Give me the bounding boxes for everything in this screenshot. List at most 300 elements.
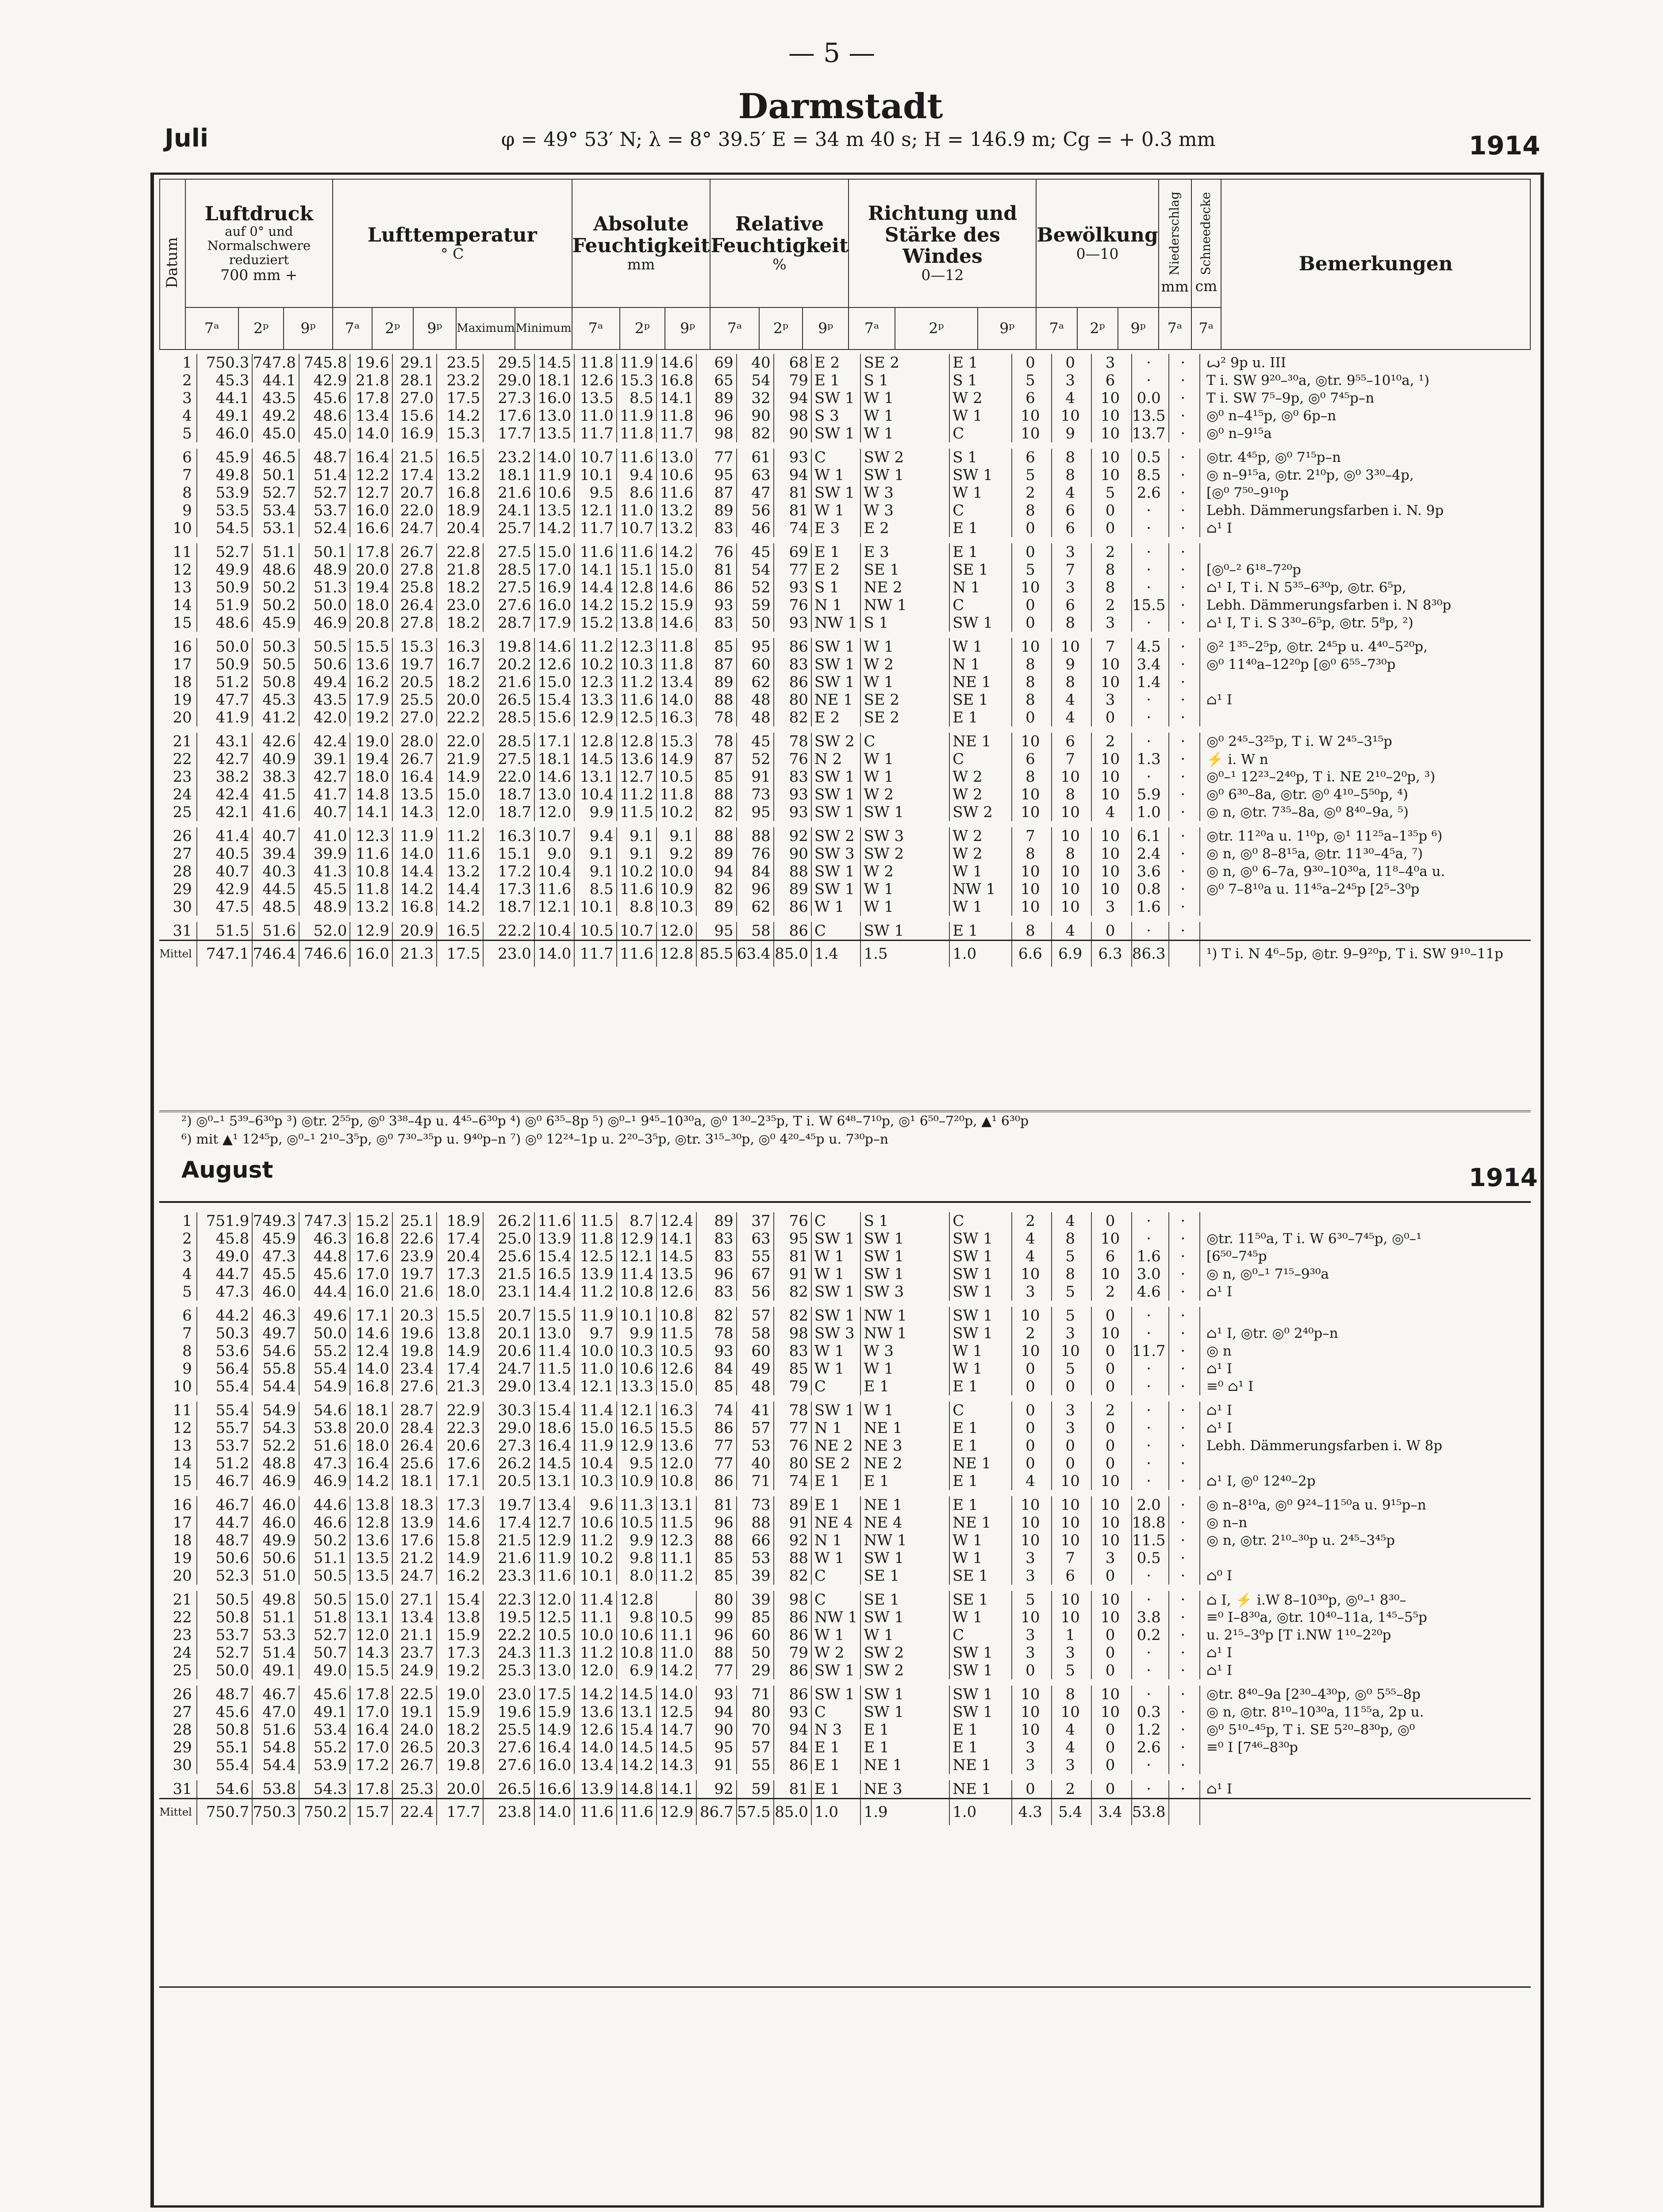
day-cell: 14 (173, 1455, 192, 1472)
value-cell: 21.6 (483, 1549, 534, 1567)
row-spacer (159, 632, 1531, 638)
july-data-table (159, 354, 1531, 967)
value-cell: SW 1 (811, 786, 861, 803)
day-cell: 10 (173, 519, 192, 537)
remark-cell: ⌂¹ I (1200, 1283, 1531, 1301)
value-cell: 45.9 (197, 449, 252, 466)
value-cell: 10.4 (574, 786, 616, 803)
value-cell: 60 (737, 1626, 774, 1644)
value-cell: 63.4 (737, 941, 774, 967)
table-row (159, 768, 1531, 786)
value-cell: SW 1 (860, 803, 949, 821)
value-cell: 45.9 (252, 1230, 299, 1248)
value-cell: 18.0 (437, 1283, 483, 1301)
value-cell: SW 1 (811, 1402, 861, 1419)
value-cell: NW 1 (860, 596, 949, 614)
value-cell: E 1 (949, 354, 1012, 372)
value-cell: 58 (737, 1325, 774, 1342)
value-cell: 93 (774, 449, 811, 466)
value-cell: 29.5 (483, 354, 534, 372)
value-cell: 48.5 (252, 898, 299, 916)
value-cell: 3 (1052, 1756, 1091, 1774)
value-cell: · (1169, 691, 1200, 709)
value-cell: E 1 (811, 1756, 861, 1774)
value-cell: 3.8 (1132, 1609, 1169, 1626)
value-cell: SW 1 (949, 1265, 1012, 1283)
value-cell: 52 (737, 750, 774, 768)
value-cell: 11.4 (574, 1402, 616, 1419)
table-row (159, 1419, 1531, 1437)
value-cell: 6.9 (1052, 941, 1091, 967)
value-cell: 10 (1052, 880, 1091, 898)
value-cell (1169, 1799, 1200, 1825)
value-cell: 11.9 (392, 827, 437, 845)
value-cell: 94 (774, 389, 811, 407)
value-cell: 55 (737, 1248, 774, 1265)
value-cell: · (1132, 1591, 1169, 1609)
value-cell: 3 (1052, 1402, 1091, 1419)
value-cell: 10 (1091, 1703, 1131, 1721)
value-cell: 42.6 (252, 733, 299, 750)
value-cell (657, 1591, 696, 1609)
value-cell: SW 1 (811, 484, 861, 502)
value-cell: 11.3 (534, 1644, 574, 1662)
value-cell: 18.2 (437, 673, 483, 691)
value-cell: 6 (1052, 596, 1091, 614)
value-cell: 17.3 (437, 1496, 483, 1514)
value-cell: 5.4 (1052, 1799, 1091, 1825)
value-cell: 54 (737, 372, 774, 389)
value-cell: 28.5 (483, 709, 534, 726)
value-cell: 11.5 (617, 803, 657, 821)
value-cell: 12.9 (617, 1437, 657, 1455)
value-cell: 53.8 (1132, 1799, 1169, 1825)
value-cell: 10 (1012, 733, 1052, 750)
sub-2p: 2ᵖ (895, 307, 978, 349)
value-cell: 54.9 (252, 1402, 299, 1419)
table-row (159, 614, 1531, 632)
value-cell: 98 (696, 425, 736, 442)
value-cell: 10 (1052, 1703, 1091, 1721)
value-cell: · (1132, 561, 1169, 579)
value-cell: 14.0 (534, 941, 574, 967)
value-cell: 81 (774, 1780, 811, 1799)
value-cell: C (860, 733, 949, 750)
value-cell: 52 (737, 579, 774, 596)
value-cell: 74 (774, 519, 811, 537)
day-cell: 3 (182, 1248, 192, 1265)
value-cell: 16.0 (350, 1283, 392, 1301)
value-cell: 13.1 (617, 1703, 657, 1721)
value-cell: 14.9 (437, 1549, 483, 1567)
value-cell: 96 (737, 880, 774, 898)
value-cell: 28.5 (483, 561, 534, 579)
value-cell: 10 (1091, 1532, 1131, 1549)
header-luftdruck: Luftdruck auf 0° und Normalschwere reduziert 700 mm + (185, 179, 333, 307)
value-cell: 12.7 (617, 768, 657, 786)
sub-2p: 2ᵖ (1077, 307, 1118, 349)
value-cell: 13.4 (574, 1756, 616, 1774)
value-cell: · (1169, 786, 1200, 803)
value-cell: 12.1 (574, 1378, 616, 1395)
value-cell: 10.7 (617, 922, 657, 941)
day-cell: 23 (173, 768, 192, 786)
value-cell: 5.9 (1132, 786, 1169, 803)
value-cell: 76 (774, 1212, 811, 1230)
value-cell: · (1169, 1567, 1200, 1585)
value-cell: 44.5 (252, 880, 299, 898)
value-cell: 17.2 (350, 1756, 392, 1774)
value-cell: 73 (737, 1496, 774, 1514)
value-cell: 62 (737, 673, 774, 691)
value-cell (1169, 941, 1200, 967)
value-cell: 10.1 (574, 898, 616, 916)
value-cell: 44.7 (197, 1265, 252, 1283)
value-cell: 94 (696, 863, 736, 880)
value-cell: 78 (696, 1325, 736, 1342)
value-cell: 8 (1091, 561, 1131, 579)
value-cell: W 1 (811, 502, 861, 519)
value-cell: 12.6 (657, 1283, 696, 1301)
value-cell: 42.1 (197, 803, 252, 821)
value-cell: 10 (1052, 638, 1091, 656)
value-cell: 3 (1052, 1644, 1091, 1662)
value-cell: 22.8 (437, 543, 483, 561)
value-cell: 10 (1091, 786, 1131, 803)
value-cell: 12.7 (350, 484, 392, 502)
value-cell: 48.7 (197, 1686, 252, 1703)
value-cell: 2 (1091, 1283, 1131, 1301)
value-cell: SE 1 (949, 691, 1012, 709)
value-cell: 8 (1052, 786, 1091, 803)
value-cell: 14.0 (392, 845, 437, 863)
value-cell: N 2 (811, 750, 861, 768)
sub-7a: 7ᵃ (185, 307, 239, 349)
month-august-label: August (181, 1157, 273, 1183)
value-cell: 20.0 (350, 561, 392, 579)
value-cell: 52.0 (299, 922, 350, 941)
value-cell: 22.2 (483, 1626, 534, 1644)
value-cell: 92 (774, 827, 811, 845)
value-cell: 21.6 (483, 484, 534, 502)
value-cell: 41.9 (197, 709, 252, 726)
value-cell: · (1132, 1644, 1169, 1662)
value-cell: C (949, 1402, 1012, 1419)
value-cell: 95 (696, 922, 736, 941)
value-cell: 3 (1091, 898, 1131, 916)
value-cell: 50.5 (252, 656, 299, 673)
value-cell: 77 (696, 449, 736, 466)
value-cell: 3 (1012, 1567, 1052, 1585)
value-cell: 14.1 (574, 561, 616, 579)
day-cell: 5 (182, 1283, 192, 1301)
value-cell: SW 1 (860, 922, 949, 941)
value-cell: 16.8 (657, 372, 696, 389)
value-cell: 8.8 (617, 898, 657, 916)
footnote-line: ⁶) mit ▲¹ 12⁴⁵p, ◎⁰–¹ 2¹⁰–3⁵p, ◎⁰ 7³⁰–³⁵p u. 9⁴⁰p–n ⁷) ◎⁰ 12²⁴–1p u. 2²⁰–3⁵p, ◎tr. 3¹⁵–³⁰p, ◎⁰ 4²⁰–⁴⁵p u. 7³⁰p–n (181, 1131, 889, 1147)
table-row (159, 1437, 1531, 1455)
value-cell: · (1169, 1455, 1200, 1472)
value-cell: 0 (1012, 1780, 1052, 1799)
value-cell: W 1 (860, 880, 949, 898)
table-row (159, 1703, 1531, 1721)
value-cell: C (949, 502, 1012, 519)
value-cell: 52.7 (299, 1626, 350, 1644)
value-cell: E 1 (811, 1472, 861, 1490)
value-cell: NE 1 (860, 1419, 949, 1437)
value-cell: 2 (1091, 543, 1131, 561)
value-cell: 10 (1091, 1686, 1131, 1703)
day-cell: 23 (173, 1626, 192, 1644)
value-cell: 44.2 (197, 1307, 252, 1325)
value-cell: 19.4 (350, 579, 392, 596)
value-cell: 18.8 (1132, 1514, 1169, 1532)
value-cell: SW 1 (811, 425, 861, 442)
value-cell: 17.9 (534, 614, 574, 632)
value-cell: 14.5 (657, 1248, 696, 1265)
table-row (159, 827, 1531, 845)
value-cell: 4 (1052, 922, 1091, 941)
value-cell: 77 (774, 1419, 811, 1437)
value-cell: 8 (1012, 845, 1052, 863)
value-cell: · (1169, 1532, 1200, 1549)
value-cell: 89 (696, 845, 736, 863)
remark-cell: ꙍ² 9p u. III (1200, 354, 1531, 372)
value-cell: 86.3 (1132, 941, 1169, 967)
remark-cell: ◎⁰ 6³⁰–8a, ◎tr. ◎⁰ 4¹⁰–5⁵⁰p, ⁴) (1200, 786, 1531, 803)
value-cell: 747.8 (252, 354, 299, 372)
value-cell: 53.9 (197, 484, 252, 502)
value-cell: 16.3 (657, 1402, 696, 1419)
value-cell: 0 (1091, 519, 1131, 537)
spacer-cell (159, 1490, 1531, 1496)
value-cell: 13.9 (574, 1265, 616, 1283)
value-cell: 10 (1012, 407, 1052, 425)
value-cell: 20.0 (350, 1419, 392, 1437)
value-cell: 16.8 (437, 484, 483, 502)
value-cell: 1.6 (1132, 898, 1169, 916)
value-cell: N 1 (949, 656, 1012, 673)
day-cell: 18 (173, 1532, 192, 1549)
value-cell: E 3 (811, 519, 861, 537)
header-abs-feucht: Absolute Feuchtigkeit mm (572, 179, 711, 307)
remark-cell: ⌂⁰ I (1200, 1567, 1531, 1585)
value-cell: 93 (774, 579, 811, 596)
value-cell: 17.4 (483, 1514, 534, 1532)
value-cell: 13.9 (574, 1780, 616, 1799)
value-cell: 80 (696, 1591, 736, 1609)
value-cell: 23.5 (437, 354, 483, 372)
value-cell: 2.6 (1132, 1739, 1169, 1756)
value-cell: 51.8 (299, 1609, 350, 1626)
value-cell: 45.0 (252, 425, 299, 442)
value-cell: 16.4 (350, 1721, 392, 1739)
value-cell: E 1 (949, 1378, 1012, 1395)
value-cell: SE 2 (811, 1455, 861, 1472)
value-cell: 17.4 (392, 466, 437, 484)
value-cell: · (1132, 1455, 1169, 1472)
value-cell: 32 (737, 389, 774, 407)
value-cell: 10.6 (657, 466, 696, 484)
value-cell: 29.0 (483, 372, 534, 389)
value-cell: E 1 (949, 543, 1012, 561)
value-cell: 95 (737, 803, 774, 821)
value-cell: C (949, 750, 1012, 768)
value-cell: 8 (1052, 1686, 1091, 1703)
value-cell: 82 (696, 1307, 736, 1325)
value-cell: 48.6 (252, 561, 299, 579)
value-cell: · (1169, 1325, 1200, 1342)
value-cell: 17.0 (350, 1265, 392, 1283)
value-cell: SW 1 (860, 1686, 949, 1703)
value-cell: 16.6 (534, 1780, 574, 1799)
day-cell: 27 (173, 845, 192, 863)
value-cell: 9.8 (617, 1609, 657, 1626)
value-cell: 8.5 (617, 389, 657, 407)
value-cell: 27.0 (392, 389, 437, 407)
value-cell: 53.8 (252, 1780, 299, 1799)
value-cell: NE 1 (949, 1756, 1012, 1774)
value-cell: 750.7 (197, 1799, 252, 1825)
value-cell: 13.5 (392, 786, 437, 803)
value-cell: 17.3 (483, 880, 534, 898)
value-cell: W 2 (860, 656, 949, 673)
value-cell: 10 (1012, 1496, 1052, 1514)
day-cell: Mittel (159, 1799, 197, 1825)
value-cell: 18.1 (350, 1402, 392, 1419)
value-cell: 13.5 (534, 425, 574, 442)
value-cell: 11.9 (574, 1307, 616, 1325)
value-cell: 85 (696, 768, 736, 786)
value-cell: 0 (1091, 1644, 1131, 1662)
value-cell: 17.5 (437, 389, 483, 407)
value-cell: 78 (774, 733, 811, 750)
remark-cell: ◎ n, ◎tr. 8¹⁰–10³⁰a, 11⁵⁵a, 2p u. (1200, 1703, 1531, 1721)
value-cell: 1 (1052, 1626, 1091, 1644)
value-cell: 22.0 (392, 502, 437, 519)
value-cell: 15.0 (657, 1378, 696, 1395)
value-cell: E 1 (860, 1739, 949, 1756)
value-cell: 45 (737, 543, 774, 561)
value-cell: 11.8 (574, 354, 616, 372)
table-row (159, 803, 1531, 821)
value-cell: E 1 (811, 1739, 861, 1756)
value-cell: 49.4 (299, 673, 350, 691)
value-cell: 51.4 (252, 1644, 299, 1662)
spacer-cell (159, 1301, 1531, 1307)
mean-row (159, 941, 1531, 967)
spacer-cell (159, 1395, 1531, 1402)
value-cell: · (1169, 1609, 1200, 1626)
remark-cell: ⌂ I, ⚡ i.W 8–10³⁰p, ◎⁰–¹ 8³⁰– (1200, 1591, 1531, 1609)
value-cell: 89 (696, 1212, 736, 1230)
value-cell: 10 (1091, 1472, 1131, 1490)
value-cell: 26.5 (483, 691, 534, 709)
value-cell: 94 (774, 466, 811, 484)
value-cell: 37 (737, 1212, 774, 1230)
day-cell: 24 (173, 1644, 192, 1662)
value-cell: 26.7 (392, 543, 437, 561)
value-cell: 16.4 (534, 1437, 574, 1455)
value-cell: 5 (1012, 466, 1052, 484)
day-cell: 20 (173, 709, 192, 726)
value-cell: 15.2 (574, 614, 616, 632)
table-row (159, 733, 1531, 750)
value-cell: 22.6 (392, 1230, 437, 1248)
day-cell: 15 (173, 614, 192, 632)
value-cell: W 1 (949, 484, 1012, 502)
value-cell: 22.0 (483, 768, 534, 786)
value-cell: 12.1 (617, 1248, 657, 1265)
value-cell: 8 (1052, 1230, 1091, 1248)
value-cell: N 1 (811, 1532, 861, 1549)
header-niederschlag: Niederschlag mm (1159, 179, 1191, 307)
value-cell: 38.3 (252, 768, 299, 786)
value-cell: 26.4 (392, 596, 437, 614)
value-cell: · (1169, 425, 1200, 442)
value-cell: 92 (696, 1780, 736, 1799)
value-cell: 43.5 (252, 389, 299, 407)
value-cell: E 1 (949, 1472, 1012, 1490)
value-cell: 14.4 (392, 863, 437, 880)
value-cell: E 1 (949, 1419, 1012, 1437)
value-cell: 53 (737, 1549, 774, 1567)
value-cell: 16.5 (437, 449, 483, 466)
value-cell: 53.7 (299, 502, 350, 519)
value-cell: 2.0 (1132, 1496, 1169, 1514)
table-row (159, 1644, 1531, 1662)
value-cell: 52.3 (197, 1567, 252, 1585)
value-cell: 20.6 (437, 1437, 483, 1455)
value-cell: 10.2 (574, 656, 616, 673)
value-cell: 14.9 (437, 1342, 483, 1360)
value-cell: 13.5 (1132, 407, 1169, 425)
value-cell: 25.1 (392, 1212, 437, 1230)
value-cell: 85.0 (774, 941, 811, 967)
value-cell: 4 (1012, 1230, 1052, 1248)
value-cell: 73 (737, 786, 774, 803)
day-cell: 31 (173, 1780, 192, 1798)
value-cell: 6 (1091, 372, 1131, 389)
value-cell: 11.4 (617, 1265, 657, 1283)
value-cell: 27.3 (483, 1437, 534, 1455)
value-cell: 14.2 (437, 898, 483, 916)
value-cell: NE 4 (860, 1514, 949, 1532)
value-cell: 54.9 (299, 1378, 350, 1395)
value-cell: 13.7 (1132, 425, 1169, 442)
value-cell: 50 (737, 1644, 774, 1662)
value-cell: 11.5 (657, 1514, 696, 1532)
value-cell: E 1 (949, 1496, 1012, 1514)
value-cell: 10 (1052, 407, 1091, 425)
remark-cell: ⌂¹ I (1200, 1644, 1531, 1662)
value-cell: 12.3 (574, 673, 616, 691)
day-cell: 2 (182, 372, 192, 389)
value-cell: 11.9 (617, 354, 657, 372)
value-cell: 88 (696, 1532, 736, 1549)
value-cell: 48 (737, 709, 774, 726)
value-cell: · (1169, 1437, 1200, 1455)
value-cell: 12.5 (534, 1609, 574, 1626)
value-cell: 14.3 (657, 1756, 696, 1774)
value-cell: 50.6 (299, 656, 350, 673)
value-cell: SW 3 (811, 1325, 861, 1342)
value-cell: 2 (1091, 1402, 1131, 1419)
value-cell: SW 1 (860, 1609, 949, 1626)
remark-cell (1200, 1212, 1531, 1230)
value-cell: 29.1 (392, 354, 437, 372)
value-cell: · (1132, 1437, 1169, 1455)
